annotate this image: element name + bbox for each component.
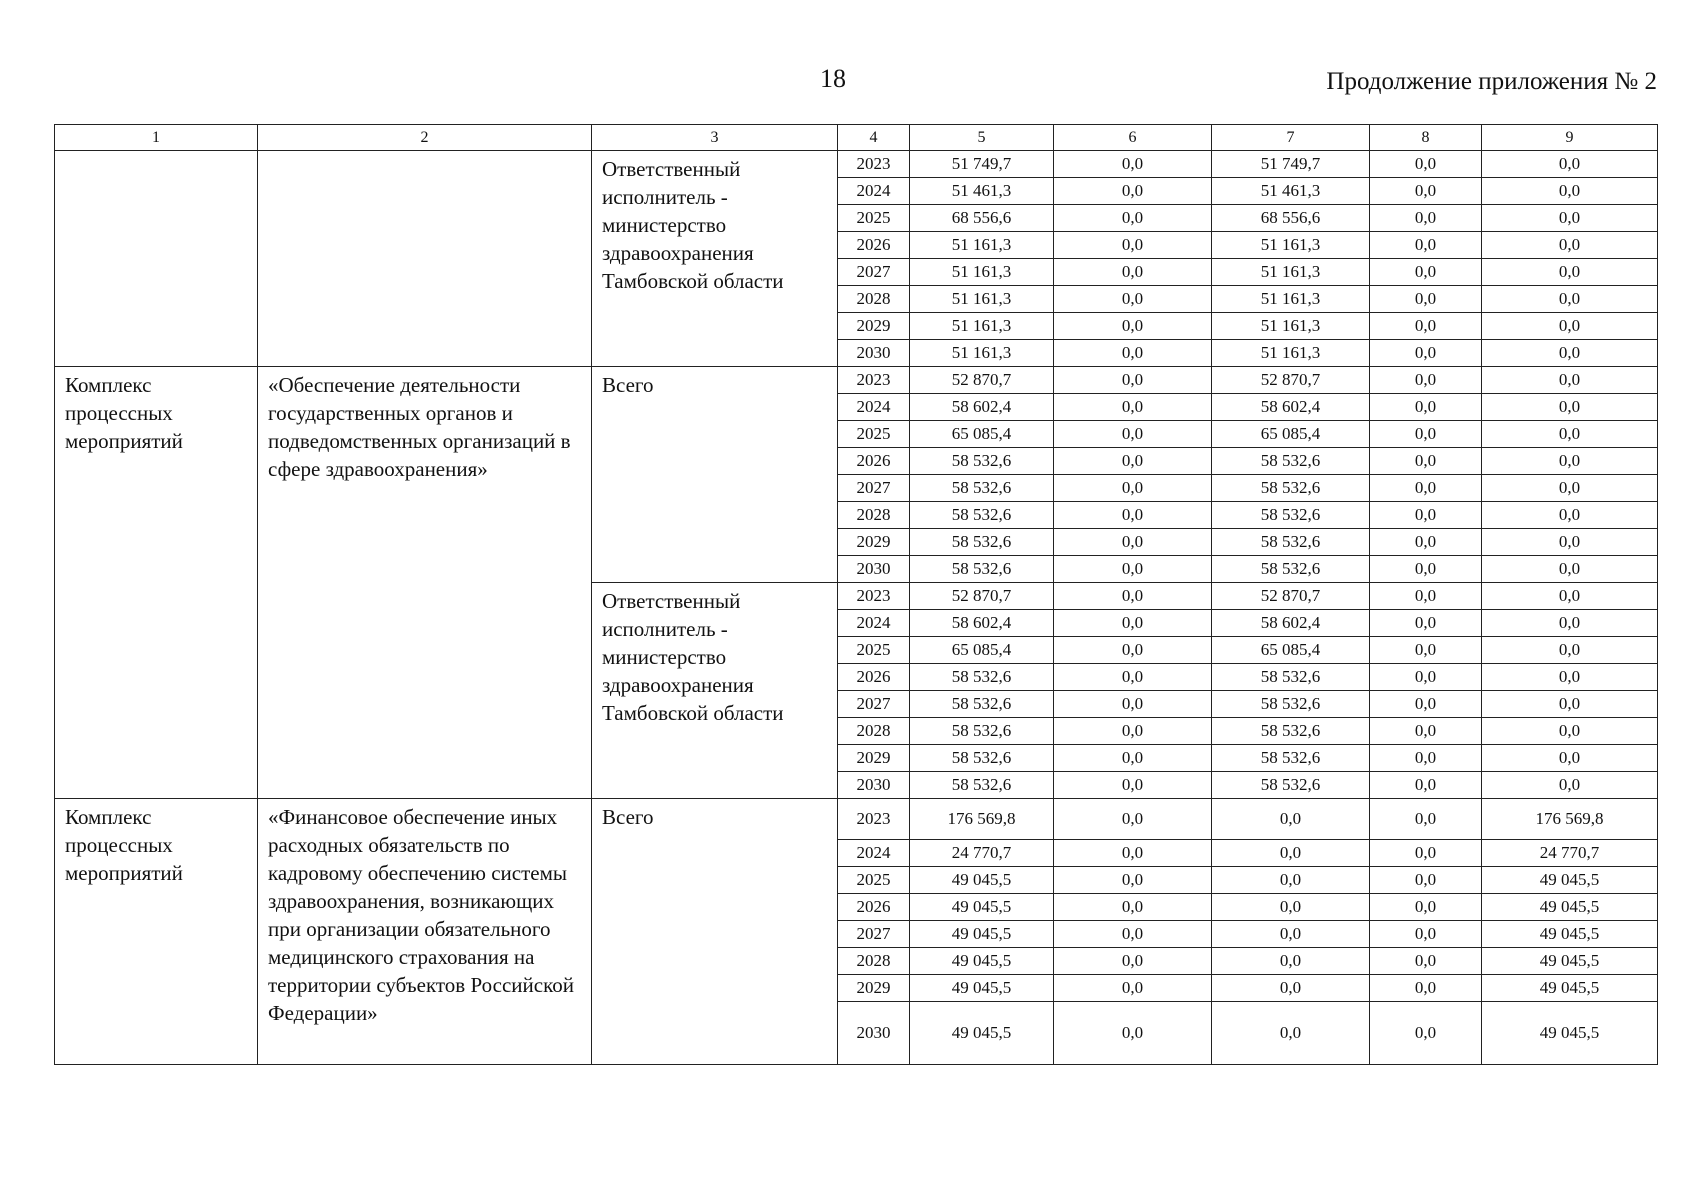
appendix-note: Продолжение приложения № 2 [1326,68,1657,95]
value-cell: 0,0 [1054,556,1212,583]
value-cell: 0,0 [1482,556,1658,583]
value-cell: 0,0 [1370,286,1482,313]
budget-table [54,124,1658,1065]
value-cell: 51 749,7 [1212,151,1370,178]
value-cell: 49 045,5 [910,1002,1054,1065]
year-cell: 2023 [838,583,910,610]
value-cell: 0,0 [1370,840,1482,867]
column-header: 6 [1054,125,1212,151]
value-cell: 58 532,6 [1212,529,1370,556]
value-cell: 58 532,6 [910,718,1054,745]
year-cell: 2029 [838,313,910,340]
value-cell: 49 045,5 [1482,867,1658,894]
column-header: 3 [592,125,838,151]
funding-source-cell: Всего [592,367,838,583]
year-cell: 2026 [838,448,910,475]
value-cell: 58 602,4 [910,394,1054,421]
table-body [55,151,1658,1065]
year-cell: 2025 [838,637,910,664]
value-cell: 0,0 [1482,691,1658,718]
year-cell: 2024 [838,394,910,421]
value-cell: 0,0 [1054,421,1212,448]
value-cell: 58 532,6 [1212,745,1370,772]
value-cell: 52 870,7 [910,583,1054,610]
value-cell: 0,0 [1370,394,1482,421]
value-cell: 0,0 [1370,948,1482,975]
value-cell: 0,0 [1370,772,1482,799]
value-cell: 0,0 [1370,259,1482,286]
value-cell: 0,0 [1054,664,1212,691]
value-cell: 0,0 [1370,313,1482,340]
year-cell: 2027 [838,475,910,502]
value-cell: 0,0 [1054,448,1212,475]
year-cell: 2023 [838,799,910,840]
value-cell: 0,0 [1482,178,1658,205]
value-cell: 0,0 [1482,772,1658,799]
value-cell: 0,0 [1212,894,1370,921]
value-cell: 0,0 [1482,583,1658,610]
year-cell: 2029 [838,529,910,556]
value-cell: 0,0 [1482,664,1658,691]
value-cell: 0,0 [1054,637,1212,664]
year-cell: 2028 [838,286,910,313]
value-cell: 51 161,3 [1212,259,1370,286]
value-cell: 24 770,7 [1482,840,1658,867]
column-header: 5 [910,125,1054,151]
value-cell: 0,0 [1370,664,1482,691]
year-cell: 2023 [838,367,910,394]
value-cell: 49 045,5 [1482,975,1658,1002]
value-cell: 51 161,3 [1212,313,1370,340]
value-cell: 0,0 [1370,178,1482,205]
value-cell: 51 161,3 [910,313,1054,340]
value-cell: 51 161,3 [1212,340,1370,367]
value-cell: 58 602,4 [910,610,1054,637]
value-cell: 176 569,8 [910,799,1054,840]
value-cell: 51 161,3 [910,259,1054,286]
value-cell: 0,0 [1482,448,1658,475]
table-row [55,367,1658,394]
value-cell: 0,0 [1054,921,1212,948]
year-cell: 2024 [838,840,910,867]
year-cell: 2024 [838,178,910,205]
program-name-cell: «Обеспечение деятельности государственных органов и подведомственных организаций в сфере здравоохранения» [258,367,592,799]
value-cell: 0,0 [1212,840,1370,867]
year-cell: 2029 [838,745,910,772]
value-cell: 0,0 [1482,151,1658,178]
value-cell: 0,0 [1054,772,1212,799]
value-cell: 58 532,6 [1212,475,1370,502]
value-cell: 0,0 [1370,205,1482,232]
value-cell: 176 569,8 [1482,799,1658,840]
value-cell: 58 532,6 [910,556,1054,583]
value-cell: 0,0 [1482,502,1658,529]
value-cell: 0,0 [1482,313,1658,340]
value-cell: 65 085,4 [910,637,1054,664]
value-cell: 0,0 [1482,340,1658,367]
value-cell: 0,0 [1212,799,1370,840]
value-cell: 0,0 [1054,691,1212,718]
value-cell: 0,0 [1370,718,1482,745]
value-cell: 0,0 [1370,610,1482,637]
value-cell: 0,0 [1370,637,1482,664]
value-cell: 0,0 [1212,948,1370,975]
value-cell: 58 532,6 [910,772,1054,799]
value-cell: 58 532,6 [1212,772,1370,799]
year-cell: 2023 [838,151,910,178]
value-cell: 0,0 [1370,340,1482,367]
value-cell: 58 532,6 [910,529,1054,556]
year-cell: 2025 [838,421,910,448]
value-cell: 0,0 [1482,637,1658,664]
value-cell: 0,0 [1482,232,1658,259]
year-cell: 2025 [838,205,910,232]
value-cell: 58 532,6 [1212,691,1370,718]
value-cell: 0,0 [1054,340,1212,367]
value-cell: 49 045,5 [910,894,1054,921]
year-cell: 2026 [838,664,910,691]
value-cell: 0,0 [1370,799,1482,840]
value-cell: 58 602,4 [1212,610,1370,637]
value-cell: 0,0 [1212,1002,1370,1065]
value-cell: 0,0 [1482,610,1658,637]
value-cell: 0,0 [1482,259,1658,286]
value-cell: 0,0 [1370,556,1482,583]
year-cell: 2028 [838,502,910,529]
table-row [55,151,1658,178]
value-cell: 0,0 [1370,151,1482,178]
value-cell: 0,0 [1482,718,1658,745]
value-cell: 58 532,6 [910,745,1054,772]
value-cell: 58 532,6 [910,664,1054,691]
value-cell: 58 532,6 [1212,448,1370,475]
value-cell: 51 461,3 [910,178,1054,205]
value-cell: 0,0 [1054,178,1212,205]
value-cell: 0,0 [1054,313,1212,340]
value-cell: 0,0 [1482,529,1658,556]
value-cell: 0,0 [1212,921,1370,948]
value-cell: 0,0 [1370,232,1482,259]
column-header: 7 [1212,125,1370,151]
value-cell: 0,0 [1370,921,1482,948]
value-cell: 65 085,4 [1212,421,1370,448]
value-cell: 51 161,3 [1212,232,1370,259]
value-cell: 49 045,5 [910,921,1054,948]
page-number: 18 [820,64,846,93]
value-cell: 0,0 [1054,799,1212,840]
funding-source-cell: Ответственный исполнитель - министерство здравоохранения Тамбовской области [592,583,838,799]
value-cell: 52 870,7 [1212,583,1370,610]
value-cell: 58 602,4 [1212,394,1370,421]
value-cell: 58 532,6 [1212,502,1370,529]
value-cell: 52 870,7 [910,367,1054,394]
year-cell: 2028 [838,948,910,975]
value-cell: 0,0 [1054,367,1212,394]
value-cell: 0,0 [1482,745,1658,772]
value-cell: 58 532,6 [910,448,1054,475]
value-cell: 0,0 [1054,610,1212,637]
value-cell: 0,0 [1054,867,1212,894]
value-cell: 51 161,3 [910,286,1054,313]
value-cell: 51 749,7 [910,151,1054,178]
year-cell: 2029 [838,975,910,1002]
value-cell: 0,0 [1482,421,1658,448]
value-cell: 68 556,6 [910,205,1054,232]
year-cell: 2030 [838,772,910,799]
value-cell: 49 045,5 [910,867,1054,894]
year-cell: 2030 [838,556,910,583]
value-cell: 0,0 [1054,948,1212,975]
value-cell: 49 045,5 [1482,1002,1658,1065]
funding-source-cell: Ответственный исполнитель - министерство здравоохранения Тамбовской области [592,151,838,367]
value-cell: 0,0 [1054,1002,1212,1065]
value-cell: 0,0 [1370,975,1482,1002]
value-cell: 0,0 [1054,151,1212,178]
value-cell: 0,0 [1054,259,1212,286]
program-name-cell: «Финансовое обеспечение иных расходных обязательств по кадровому обеспечению системы здравоохранения, возникающих при организации обязательного медицинского страхования на территории субъектов Российской Федерации» [258,799,592,1065]
value-cell: 0,0 [1482,394,1658,421]
year-cell: 2027 [838,259,910,286]
value-cell: 0,0 [1212,867,1370,894]
year-cell: 2024 [838,610,910,637]
value-cell: 0,0 [1054,745,1212,772]
value-cell: 0,0 [1370,867,1482,894]
column-header: 2 [258,125,592,151]
value-cell: 0,0 [1370,745,1482,772]
value-cell: 0,0 [1370,691,1482,718]
value-cell: 51 161,3 [910,340,1054,367]
funding-source-cell: Всего [592,799,838,1065]
program-name-cell [258,151,592,367]
year-cell: 2027 [838,921,910,948]
value-cell: 0,0 [1370,529,1482,556]
column-header: 9 [1482,125,1658,151]
year-cell: 2026 [838,894,910,921]
value-cell: 0,0 [1370,583,1482,610]
value-cell: 52 870,7 [1212,367,1370,394]
value-cell: 51 161,3 [1212,286,1370,313]
value-cell: 0,0 [1212,975,1370,1002]
value-cell: 58 532,6 [1212,556,1370,583]
value-cell: 0,0 [1370,1002,1482,1065]
column-header: 4 [838,125,910,151]
value-cell: 49 045,5 [1482,948,1658,975]
value-cell: 51 461,3 [1212,178,1370,205]
year-cell: 2027 [838,691,910,718]
value-cell: 0,0 [1370,367,1482,394]
value-cell: 0,0 [1482,475,1658,502]
program-type-cell: Комплекс процессных мероприятий [55,367,258,799]
value-cell: 0,0 [1054,232,1212,259]
value-cell: 58 532,6 [1212,664,1370,691]
value-cell: 51 161,3 [910,232,1054,259]
value-cell: 65 085,4 [1212,637,1370,664]
value-cell: 0,0 [1370,894,1482,921]
value-cell: 58 532,6 [910,691,1054,718]
value-cell: 0,0 [1370,475,1482,502]
value-cell: 0,0 [1054,394,1212,421]
column-header: 1 [55,125,258,151]
value-cell: 0,0 [1054,205,1212,232]
value-cell: 58 532,6 [910,502,1054,529]
value-cell: 68 556,6 [1212,205,1370,232]
program-type-cell [55,151,258,367]
table-row [55,799,1658,840]
value-cell: 0,0 [1054,583,1212,610]
value-cell: 0,0 [1482,286,1658,313]
year-cell: 2030 [838,1002,910,1065]
column-header: 8 [1370,125,1482,151]
value-cell: 0,0 [1054,718,1212,745]
value-cell: 0,0 [1054,840,1212,867]
value-cell: 49 045,5 [910,948,1054,975]
year-cell: 2026 [838,232,910,259]
value-cell: 0,0 [1054,894,1212,921]
value-cell: 0,0 [1054,975,1212,1002]
column-header-row [55,125,1658,151]
value-cell: 58 532,6 [910,475,1054,502]
value-cell: 0,0 [1370,421,1482,448]
year-cell: 2025 [838,867,910,894]
value-cell: 65 085,4 [910,421,1054,448]
value-cell: 0,0 [1054,529,1212,556]
value-cell: 0,0 [1482,205,1658,232]
value-cell: 49 045,5 [1482,894,1658,921]
value-cell: 0,0 [1370,448,1482,475]
value-cell: 24 770,7 [910,840,1054,867]
value-cell: 0,0 [1054,475,1212,502]
program-type-cell: Комплекс процессных мероприятий [55,799,258,1065]
value-cell: 0,0 [1370,502,1482,529]
value-cell: 0,0 [1054,286,1212,313]
value-cell: 49 045,5 [1482,921,1658,948]
value-cell: 0,0 [1482,367,1658,394]
year-cell: 2028 [838,718,910,745]
year-cell: 2030 [838,340,910,367]
value-cell: 49 045,5 [910,975,1054,1002]
value-cell: 0,0 [1054,502,1212,529]
value-cell: 58 532,6 [1212,718,1370,745]
